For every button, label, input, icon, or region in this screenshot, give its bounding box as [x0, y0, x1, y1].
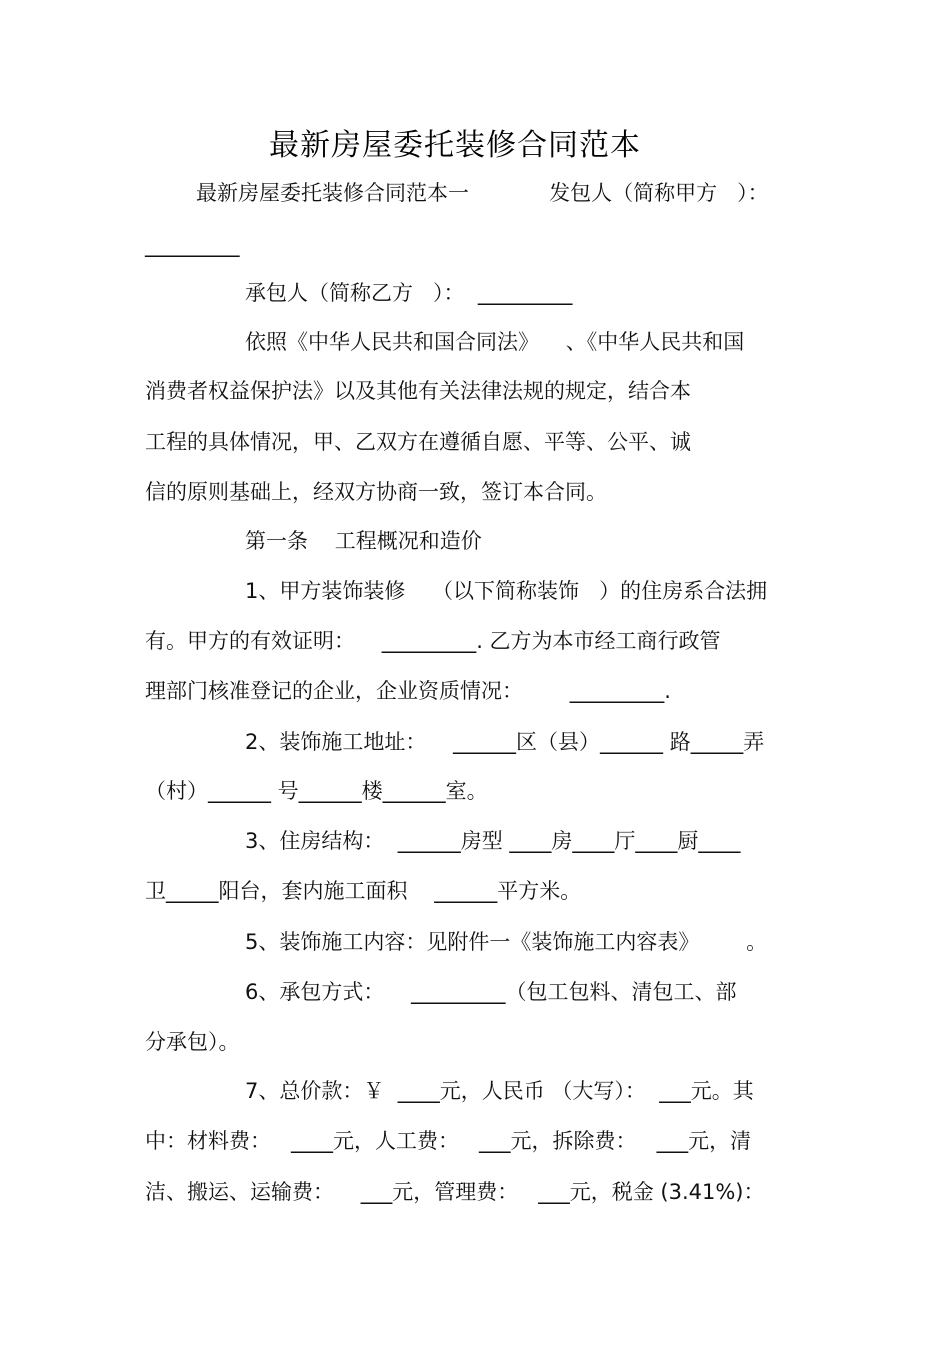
body-line: 6、承包方式： _________（包工包料、清包工、部: [245, 980, 737, 1004]
subtitle-line: 最新房屋委托装修合同范本一 发包人（简称甲方 ）：: [196, 181, 769, 205]
body-line: 卫_____阳台，套内施工面积 ______平方米。: [145, 879, 582, 903]
body-line: 依照《中华人民共和国合同法》 、《中华人民共和国: [245, 330, 745, 354]
body-line: 分承包）。: [145, 1030, 240, 1054]
body-line: 5、装饰施工内容：见附件一《装饰施工内容表》 。: [245, 930, 768, 954]
body-line: 洁、搬运、运输费： ___元，管理费： ___元，税金 (3.41%)：: [145, 1180, 765, 1204]
body-line: （村）______ 号______楼______室。: [145, 779, 488, 803]
body-line: 2、装饰施工地址： ______区（县）______ 路_____弄: [245, 730, 765, 754]
body-line: 7、总价款：￥ ____元，人民币 （大写）： ___元。其: [245, 1079, 754, 1103]
body-line: 理部门核准登记的企业，企业资质情况： _________.: [145, 679, 671, 703]
body-line: 1、甲方装饰装修 （以下简称装饰 ）的住房系合法拥: [245, 579, 768, 603]
body-line: 3、住房结构： ______房型 ____房____厅____厨____: [245, 829, 741, 853]
section-heading: 第一条 工程概况和造价: [245, 529, 482, 553]
contractor-line: 承包人（简称乙方 ）： _________: [245, 281, 573, 305]
body-line: 信的原则基础上，经双方协商一致，签订本合同。: [145, 480, 607, 504]
body-line: 消费者权益保护法》以及其他有关法律法规的规定，结合本: [145, 379, 691, 403]
body-line: 有。甲方的有效证明： _________. 乙方为本市经工商行政管: [145, 629, 721, 653]
blank-line: _________: [145, 233, 240, 257]
body-line: 工程的具体情况，甲、乙双方在遵循自愿、平等、公平、诚: [145, 430, 691, 454]
document-title: 最新房屋委托装修合同范本: [269, 128, 641, 163]
body-line: 中：材料费： ____元，人工费： ___元，拆除费： ___元，清: [145, 1129, 752, 1153]
